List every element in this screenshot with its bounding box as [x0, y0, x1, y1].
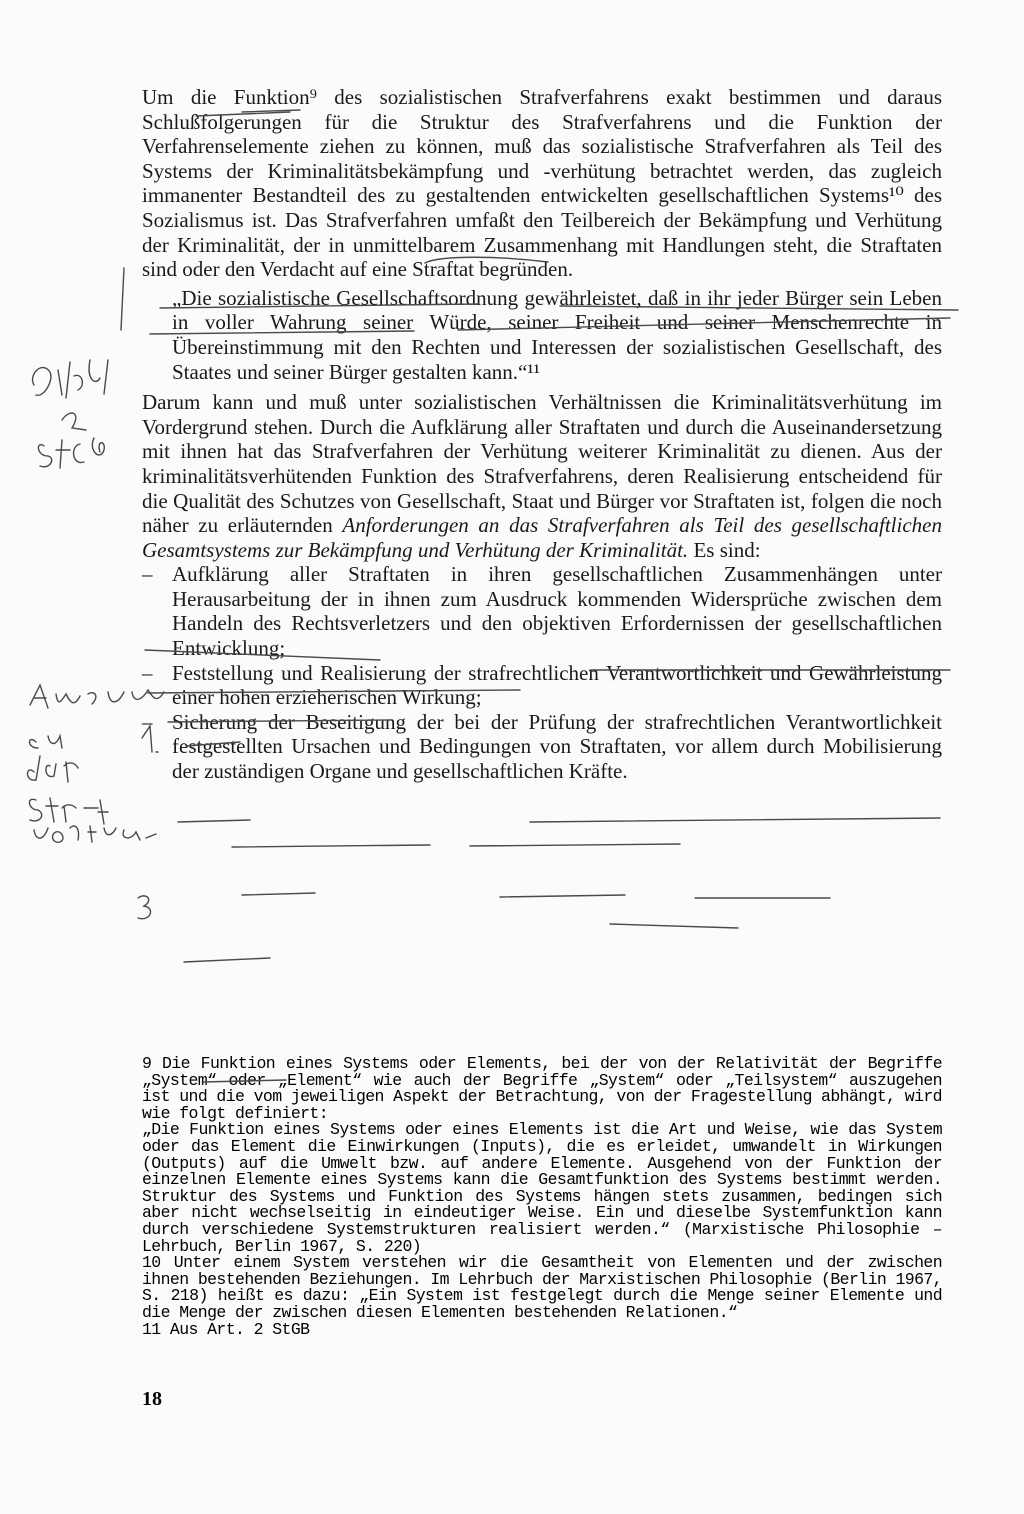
dash-marker: –: [142, 660, 153, 685]
list-item-text: Aufklärung aller Straftaten in ihren gesellschaftlichen Zusammenhängen unter Herausarbeitung der in ihnen zum Ausdruck kommenden Widersprüche zwischen dem Handeln des Rechtsverletzers und den objektiven Erfordernissen der gesellschaftlichen Entwicklung;: [172, 562, 942, 661]
requirements-list: [142, 562, 942, 783]
list-item: [142, 710, 942, 784]
list-item: [142, 562, 942, 660]
footnotes: [142, 1056, 942, 1338]
paragraph-2-end: Es sind:: [688, 537, 761, 562]
block-quote: „Die sozialistische Gesellschaftsordnung gewährleistet, daß in ihr jeder Bürger sein Leben in voller Wahrung seiner Würde, seiner Freiheit und seiner Menschenrechte in Übereinstimmung mit den Rechten und Interessen der sozialistischen Gesellschaft, des Staates und seiner Bürger gestalten kann.“¹¹: [172, 285, 942, 384]
dash-marker: –: [142, 562, 153, 587]
paragraph-2-italic: Anforderungen an das Strafverfahren als Teil des gesellschaftlichen Gesamtsystems zur Bekämpfung und Verhütung der Kriminalität.: [142, 513, 942, 562]
paragraph-2: [142, 390, 942, 562]
footnote-9-quote: „Die Funktion eines Systems oder eines Elements ist die Art und Weise, wie das System oder das Element die Einwirkungen (Inputs), die es erleidet, umwandelt in Wirkungen (Outputs) auf die Umwelt bzw. auf andere Elemente. Ausgehend von der Funktion der einzelnen Elemente eines Systems kann die Gesamtfunktion des Systems bestimmt werden. Struktur des Systems und Funktion des Systems hängen stets zusammen, bedingen sich aber nicht wechselseitig in eindeutiger Weise. Ein und dieselbe Systemfunktion kann durch verschiedene Systemstrukturen realisiert werden.“ (Marxistische Philosophie – Lehrbuch, Berlin 1967, S. 220): [142, 1120, 942, 1256]
page-number: 18: [142, 1388, 162, 1410]
dash-marker: –: [142, 709, 153, 734]
footnote-9: 9 Die Funktion eines Systems oder Elements, bei der von der Relativität der Begriffe „System“ oder „Element“ wie auch der Begriffe „System“ oder „Teilsystem“ auszugehen ist und die vom jeweiligen Aspekt der Betrachtung, von der Fragestellung abhängt, wird wie folgt definiert:: [142, 1054, 942, 1123]
list-item: [142, 661, 942, 710]
paragraph-1: Um die Funktion⁹ des sozialistischen Strafverfahrens exakt bestimmen und daraus Schlußfolgerungen für die Struktur des Strafverfahrens und die Funktion der Verfahrenselemente ziehen zu können, muß das sozialistische Strafverfahren als Teil des Systems der Kriminalitätsbekämpfung und -verhütung betrachtet werden, das zugleich immanenter Bestandteil des zu gestaltenden entwickelten gesellschaftlichen Systems¹⁰ des Sozialismus ist. Das Strafverfahren umfaßt den Teilbereich der Bekämpfung und Verhütung der Kriminalität, der in unmittelbarem Zusammenhang mit Handlungen steht, die Straftaten sind oder den Verdacht auf eine Straftat begründen.: [142, 85, 942, 282]
footnote-10: 10 Unter einem System verstehen wir die Gesamtheit von Elementen und der zwischen ihnen bestehenden Beziehungen. Im Lehrbuch der Marxistischen Philosophie (Berlin 1967, S. 218) heißt es dazu: „Ein System ist festgelegt durch die Menge seiner Elemente und die Menge der zwischen diesen Elementen bestehenden Relationen.“: [142, 1253, 942, 1322]
paragraph-2-text: Darum kann und muß unter sozialistischen Verhältnissen die Kriminalitätsverhütung im Vordergrund stehen. Durch die Aufklärung aller Straftaten und durch die Auseinandersetzung mit ihnen hat das Strafverfahren der Verhütung weiterer Kriminalität zu dienen. Aus der kriminalitätsverhütenden Funktion des Strafverfahrens, deren Realisierung entscheidend für die Qualität des Schutzes von Gesellschaft, Staat und Bürger vor Straftaten ist, folgen die noch näher zu erläuternden: [142, 390, 942, 538]
list-item-text: Feststellung und Realisierung der strafrechtlichen Verantwortlichkeit und Gewährleistung einer hohen erzieherischen Wirkung;: [172, 660, 942, 710]
list-item-text: Sicherung der Beseitigung der bei der Prüfung der strafrechtlichen Verantwortlichkeit festgestellten Ursachen und Bedingungen von Straftaten, vor allem durch Mobilisierung der zuständigen Organe und gesellschaftlichen Kräfte.: [172, 709, 942, 784]
main-text: [142, 85, 942, 784]
footnote-11: 11 Aus Art. 2 StGB: [142, 1319, 310, 1339]
